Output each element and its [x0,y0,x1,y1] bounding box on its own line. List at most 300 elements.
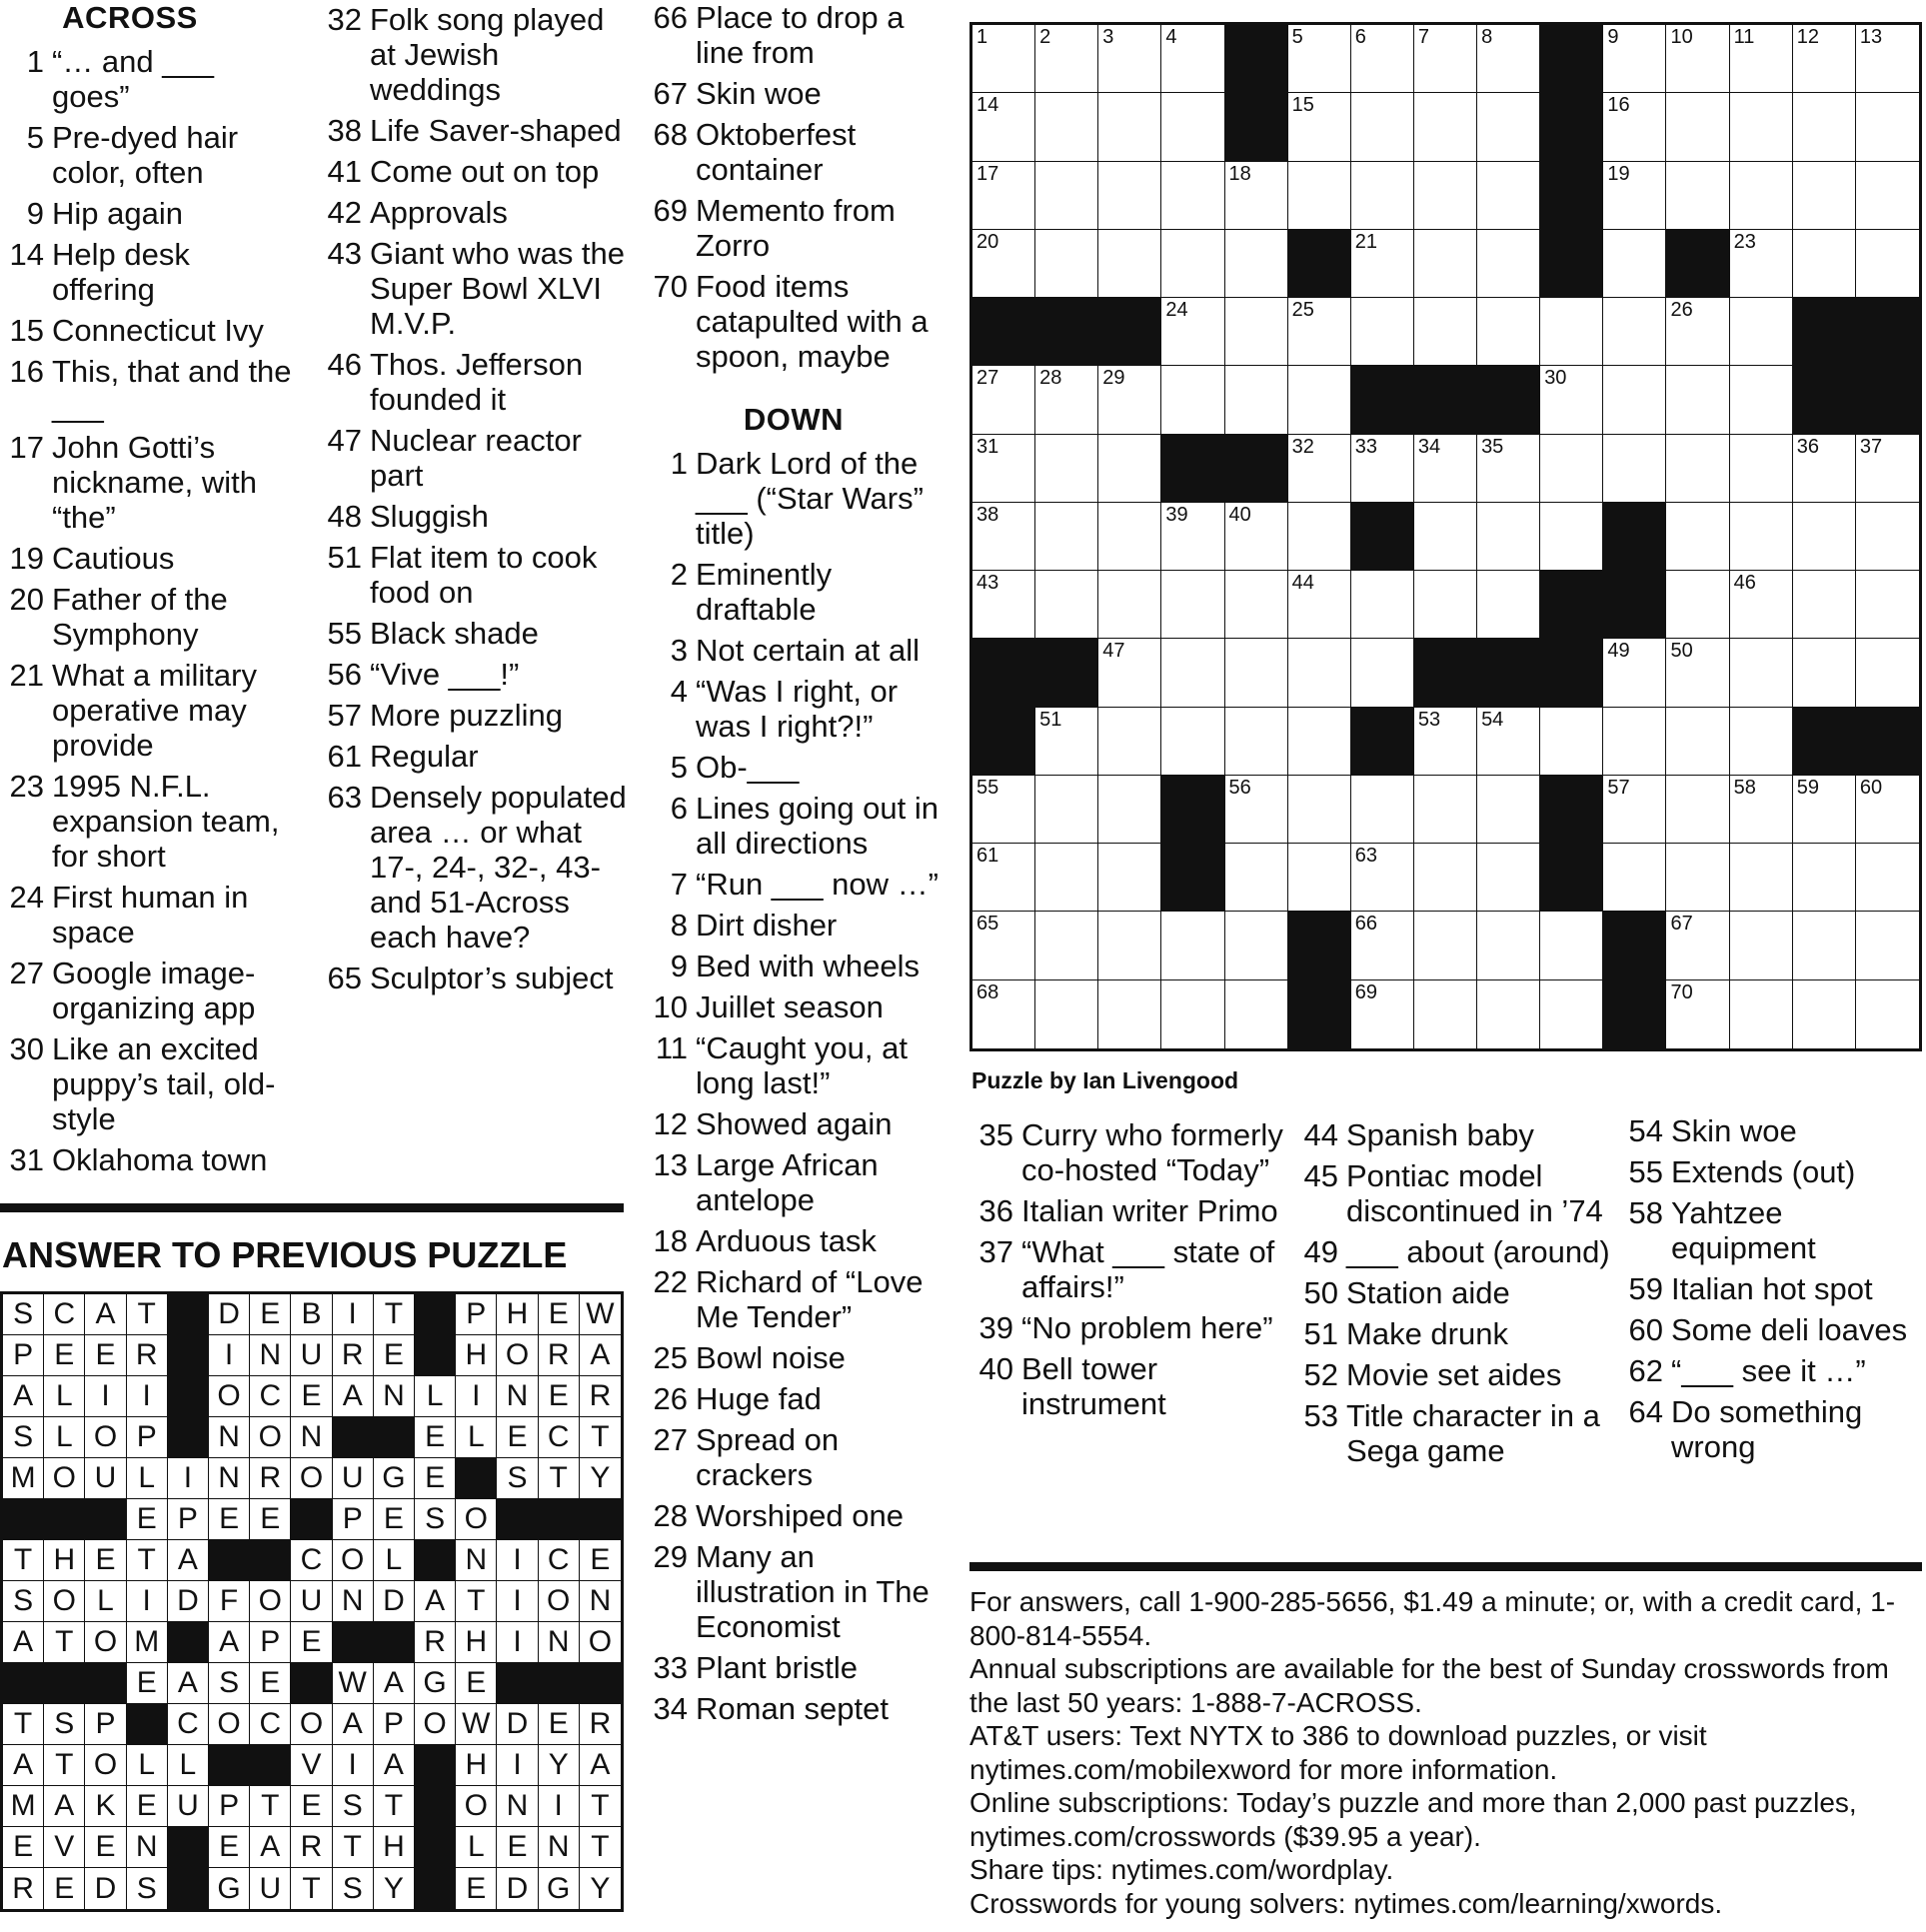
grid-cell[interactable] [1161,230,1224,298]
grid-cell[interactable] [1666,366,1729,434]
clue-text: Many an illustration in The Economist [696,1539,930,1644]
grid-cell[interactable] [1856,571,1919,639]
cell-number: 46 [1733,572,1756,595]
grid-cell[interactable] [1730,844,1793,912]
answer-letter: I [497,1745,538,1786]
grid-cell[interactable] [1856,844,1919,912]
clue-text: “No problem here” [1021,1310,1273,1345]
grid-cell[interactable] [1603,776,1666,844]
clue-item [1619,1154,1919,1189]
grid-cell[interactable] [1730,708,1793,776]
answer-letter: E [209,1827,250,1868]
grid-cell[interactable] [1666,980,1729,1048]
grid-cell[interactable] [1540,366,1603,434]
grid-cell[interactable] [1793,230,1856,298]
grid-cell[interactable] [1035,230,1098,298]
grid-cell[interactable] [972,912,1035,979]
grid-cell[interactable] [1288,503,1351,571]
answer-letter: L [415,1376,456,1417]
grid-cell[interactable] [1730,25,1793,93]
grid-cell[interactable] [1540,435,1603,503]
clue-item [0,1142,300,1177]
grid-cell[interactable] [1666,93,1729,161]
grid-cell[interactable] [1351,571,1414,639]
clue-number: 64 [1628,1394,1663,1429]
answer-block [85,1499,126,1540]
clue-item [318,347,628,417]
grid-cell[interactable] [1288,708,1351,776]
answer-letter: E [291,1786,332,1827]
grid-cell[interactable] [1414,25,1477,93]
grid-cell[interactable] [1288,366,1351,434]
grid-cell[interactable] [1666,435,1729,503]
clue-number: 63 [327,780,362,815]
grid-cell[interactable] [1730,912,1793,979]
grid-cell[interactable] [1161,912,1224,979]
cell-number: 68 [976,980,999,1003]
answer-letter: E [250,1294,291,1335]
grid-cell[interactable] [1477,298,1540,366]
grid-cell[interactable] [1793,435,1856,503]
clue-text: Yahtzee equipment [1671,1195,1816,1265]
clue-text: “What ___ state of affairs!” [1021,1234,1275,1304]
grid-cell[interactable] [1414,503,1477,571]
grid-cell[interactable] [1414,912,1477,979]
grid-cell[interactable] [1225,503,1288,571]
grid-cell[interactable] [1225,708,1288,776]
grid-cell[interactable] [1035,708,1098,776]
cell-number: 61 [976,845,999,868]
answer-letter: T [291,1868,332,1909]
answer-letter: A [415,1581,456,1622]
clue-item [644,446,944,551]
grid-block [1351,366,1414,434]
clue-text: Richard of “Love Me Tender” [696,1264,924,1334]
answer-letter: S [3,1417,44,1458]
cell-number: 57 [1607,776,1630,799]
cell-number: 28 [1039,367,1062,390]
clue-text: Bell tower instrument [1021,1351,1166,1421]
cell-number: 17 [976,162,999,185]
answer-letter: N [127,1827,168,1868]
grid-cell[interactable] [1225,162,1288,230]
clue-item [644,908,944,943]
grid-cell[interactable] [1414,980,1477,1048]
answer-block [168,1868,209,1909]
grid-cell[interactable] [1730,776,1793,844]
grid-cell[interactable] [1603,162,1666,230]
grid-cell[interactable] [1098,25,1161,93]
answer-letter: D [374,1581,415,1622]
grid-cell[interactable] [1793,571,1856,639]
grid-cell[interactable] [1225,230,1288,298]
grid-cell[interactable] [1351,980,1414,1048]
grid-cell[interactable] [1225,298,1288,366]
clue-text: “Run ___ now …” [696,867,939,902]
grid-cell[interactable] [1793,980,1856,1048]
answer-block [333,1622,374,1663]
grid-cell[interactable] [1414,230,1477,298]
clue-text: Spread on crackers [696,1422,840,1492]
grid-cell[interactable] [1161,980,1224,1048]
answer-block [415,1868,456,1909]
grid-cell[interactable] [1161,298,1224,366]
grid-cell[interactable] [1035,366,1098,434]
puzzle-byline: Puzzle by Ian Livengood [971,1067,1239,1093]
grid-cell[interactable] [1730,162,1793,230]
grid-cell[interactable] [1225,571,1288,639]
cell-number: 2 [1039,26,1051,48]
clue-number: 61 [327,739,362,774]
grid-cell[interactable] [1351,25,1414,93]
grid-cell[interactable] [1540,708,1603,776]
grid-cell[interactable] [1603,366,1666,434]
grid-cell[interactable] [1856,435,1919,503]
grid-cell[interactable] [972,230,1035,298]
grid-cell[interactable] [1793,912,1856,979]
grid-cell[interactable] [1161,639,1224,707]
grid-cell[interactable] [1477,980,1540,1048]
grid-cell[interactable] [1161,162,1224,230]
grid-cell[interactable] [1351,298,1414,366]
grid-cell[interactable] [1603,844,1666,912]
answer-letter: P [3,1335,44,1376]
grid-cell[interactable] [1351,776,1414,844]
grid-cell[interactable] [1098,366,1161,434]
grid-cell[interactable] [972,844,1035,912]
clue-item [644,989,944,1024]
cell-number: 13 [1859,26,1883,48]
clue-item [318,780,628,955]
grid-cell[interactable] [1414,93,1477,161]
grid-cell[interactable] [1414,776,1477,844]
answer-letter: H [456,1335,497,1376]
clue-number: 8 [670,908,688,943]
grid-block [1540,25,1603,93]
grid-cell[interactable] [1351,639,1414,707]
grid-cell[interactable] [1161,571,1224,639]
down-clue-list-1 [644,446,944,1726]
grid-cell[interactable] [1414,571,1477,639]
crossword-grid[interactable] [969,22,1922,1051]
grid-cell[interactable] [1730,298,1793,366]
grid-cell[interactable] [1477,230,1540,298]
answer-letter: E [291,1376,332,1417]
grid-block [1856,298,1919,366]
answer-letter: E [415,1417,456,1458]
grid-cell[interactable] [1856,912,1919,979]
grid-cell[interactable] [972,571,1035,639]
answer-letter: E [85,1335,126,1376]
grid-cell[interactable] [1288,776,1351,844]
grid-cell[interactable] [1477,912,1540,979]
answer-letter: F [209,1581,250,1622]
grid-cell[interactable] [1414,298,1477,366]
grid-cell[interactable] [1477,844,1540,912]
grid-cell[interactable] [1666,503,1729,571]
answer-letter: I [539,1786,580,1827]
grid-cell[interactable] [1856,776,1919,844]
grid-cell[interactable] [1035,912,1098,979]
clue-text: Extends (out) [1671,1154,1856,1189]
grid-cell[interactable] [1288,25,1351,93]
grid-cell[interactable] [1098,708,1161,776]
grid-cell[interactable] [1730,571,1793,639]
grid-cell[interactable] [972,776,1035,844]
clue-text: Bed with wheels [696,949,921,983]
grid-cell[interactable] [1730,366,1793,434]
grid-cell[interactable] [1035,980,1098,1048]
grid-cell[interactable] [1666,844,1729,912]
grid-block [1856,366,1919,434]
grid-cell[interactable] [1603,639,1666,707]
clue-text: “Vive ___!” [370,657,520,692]
grid-cell[interactable] [1856,980,1919,1048]
grid-cell[interactable] [1477,435,1540,503]
grid-cell[interactable] [1351,93,1414,161]
grid-cell[interactable] [1098,435,1161,503]
grid-cell[interactable] [1161,93,1224,161]
answer-letter: S [44,1704,85,1745]
grid-cell[interactable] [1035,503,1098,571]
grid-cell[interactable] [1098,571,1161,639]
answer-block [291,1499,332,1540]
answer-letter: O [250,1417,291,1458]
grid-cell[interactable] [1793,844,1856,912]
grid-cell[interactable] [1856,230,1919,298]
grid-cell[interactable] [1351,230,1414,298]
grid-cell[interactable] [1098,93,1161,161]
grid-cell[interactable] [1351,844,1414,912]
grid-cell[interactable] [972,25,1035,93]
answer-letter: C [168,1704,209,1745]
grid-cell[interactable] [1666,708,1729,776]
answer-letter: E [127,1663,168,1704]
grid-cell[interactable] [1225,776,1288,844]
grid-block [1161,776,1224,844]
grid-cell[interactable] [1540,503,1603,571]
grid-cell[interactable] [1414,844,1477,912]
answer-letter: R [291,1827,332,1868]
grid-cell[interactable] [1351,435,1414,503]
grid-cell[interactable] [1730,230,1793,298]
answer-letter: T [3,1704,44,1745]
grid-block [1414,639,1477,707]
answer-letter: L [168,1745,209,1786]
grid-cell[interactable] [1035,162,1098,230]
grid-cell[interactable] [972,435,1035,503]
grid-cell[interactable] [1666,298,1729,366]
answer-letter: N [209,1417,250,1458]
divider-rule-right [969,1562,1922,1571]
grid-cell[interactable] [1477,93,1540,161]
grid-cell[interactable] [1477,571,1540,639]
grid-cell[interactable] [1161,503,1224,571]
clue-text: Skin woe [696,76,822,111]
cell-number: 11 [1733,26,1755,48]
grid-cell[interactable] [1730,503,1793,571]
grid-cell[interactable] [1540,298,1603,366]
grid-cell[interactable] [1793,162,1856,230]
grid-block [1477,366,1540,434]
grid-cell[interactable] [1856,25,1919,93]
clue-item [0,956,300,1025]
grid-cell[interactable] [1603,93,1666,161]
clue-text: Not certain at all [696,633,920,668]
cell-number: 29 [1102,367,1125,390]
grid-cell[interactable] [1856,93,1919,161]
cell-number: 19 [1607,162,1630,185]
cell-number: 14 [976,94,999,117]
grid-cell[interactable] [1666,571,1729,639]
cell-number: 51 [1039,708,1062,731]
grid-cell[interactable] [1540,912,1603,979]
grid-cell[interactable] [1035,844,1098,912]
answer-letter: R [539,1335,580,1376]
answer-letter: S [333,1786,374,1827]
clue-item [644,1381,944,1416]
grid-block [1225,25,1288,93]
clue-item [1619,1394,1919,1464]
grid-cell[interactable] [1666,25,1729,93]
grid-cell[interactable] [1666,639,1729,707]
grid-cell[interactable] [1098,776,1161,844]
grid-cell[interactable] [1098,503,1161,571]
cell-number: 30 [1544,367,1567,390]
grid-cell[interactable] [1161,366,1224,434]
grid-cell[interactable] [1351,162,1414,230]
grid-cell[interactable] [1793,776,1856,844]
grid-cell[interactable] [1414,162,1477,230]
grid-cell[interactable] [1288,844,1351,912]
grid-cell[interactable] [1793,639,1856,707]
clue-number: 9 [26,196,44,231]
grid-cell[interactable] [972,93,1035,161]
grid-cell[interactable] [1035,435,1098,503]
grid-cell[interactable] [1098,980,1161,1048]
grid-cell[interactable] [1288,435,1351,503]
grid-cell[interactable] [1414,435,1477,503]
grid-cell[interactable] [1035,776,1098,844]
clue-item [0,313,300,348]
grid-cell[interactable] [1035,571,1098,639]
grid-cell[interactable] [1225,912,1288,979]
grid-cell[interactable] [1098,162,1161,230]
grid-cell[interactable] [1477,162,1540,230]
clue-text: Memento from Zorro [696,193,896,263]
grid-cell[interactable] [1477,25,1540,93]
answer-letter: N [580,1581,621,1622]
grid-cell[interactable] [1856,162,1919,230]
answer-block [168,1622,209,1663]
clue-text: “___ see it …” [1671,1353,1866,1388]
grid-cell[interactable] [1035,25,1098,93]
grid-cell[interactable] [1225,844,1288,912]
answer-letter: T [44,1745,85,1786]
grid-cell[interactable] [1730,435,1793,503]
grid-cell[interactable] [1161,25,1224,93]
answer-letter: A [3,1376,44,1417]
grid-cell[interactable] [1225,366,1288,434]
cell-number: 26 [1670,299,1693,322]
answer-letter: N [374,1376,415,1417]
grid-cell[interactable] [1603,708,1666,776]
grid-cell[interactable] [1603,435,1666,503]
grid-cell[interactable] [1730,980,1793,1048]
answer-letter: T [44,1622,85,1663]
clue-text: Do something wrong [1671,1394,1863,1464]
grid-cell[interactable] [1603,25,1666,93]
grid-cell[interactable] [1666,912,1729,979]
grid-cell[interactable] [1793,25,1856,93]
cell-number: 1 [976,26,988,48]
grid-cell[interactable] [972,162,1035,230]
grid-cell[interactable] [1666,776,1729,844]
grid-cell[interactable] [1477,776,1540,844]
clue-text: Plant bristle [696,1650,858,1685]
grid-cell[interactable] [972,980,1035,1048]
grid-cell[interactable] [1161,708,1224,776]
answer-letter: D [497,1704,538,1745]
grid-cell[interactable] [1856,503,1919,571]
grid-block [1035,298,1098,366]
grid-block [1098,298,1161,366]
grid-cell[interactable] [1288,298,1351,366]
grid-cell[interactable] [1098,844,1161,912]
clue-number: 16 [9,354,44,389]
cell-number: 40 [1228,503,1251,526]
clue-text: Spanish baby [1346,1117,1534,1152]
grid-cell[interactable] [1225,639,1288,707]
clue-text: Father of the Symphony [52,582,228,652]
grid-cell[interactable] [1098,230,1161,298]
grid-cell[interactable] [1098,639,1161,707]
grid-cell[interactable] [1288,639,1351,707]
grid-cell[interactable] [1098,912,1161,979]
grid-cell[interactable] [1288,571,1351,639]
clue-number: 25 [653,1340,688,1375]
grid-cell[interactable] [972,366,1035,434]
cell-number: 56 [1228,776,1251,799]
grid-cell[interactable] [1035,93,1098,161]
answer-letter: W [456,1704,497,1745]
grid-cell[interactable] [1288,93,1351,161]
grid-cell[interactable] [1288,162,1351,230]
grid-cell[interactable] [1603,230,1666,298]
answer-letter: E [44,1335,85,1376]
grid-cell[interactable] [1730,639,1793,707]
grid-cell[interactable] [1477,708,1540,776]
grid-cell[interactable] [1856,639,1919,707]
grid-cell[interactable] [1225,980,1288,1048]
grid-cell[interactable] [1414,708,1477,776]
cell-number: 59 [1796,776,1819,799]
grid-cell[interactable] [972,503,1035,571]
grid-cell[interactable] [1351,912,1414,979]
clue-item [644,1650,944,1685]
clue-item [0,1031,300,1136]
clue-number: 22 [653,1264,688,1299]
grid-cell[interactable] [1793,503,1856,571]
grid-cell[interactable] [1730,93,1793,161]
cell-number: 37 [1859,435,1883,458]
answer-letter: I [127,1376,168,1417]
grid-cell[interactable] [1793,93,1856,161]
grid-cell[interactable] [1477,503,1540,571]
grid-cell[interactable] [1603,298,1666,366]
grid-cell[interactable] [1666,162,1729,230]
grid-cell[interactable] [1540,980,1603,1048]
